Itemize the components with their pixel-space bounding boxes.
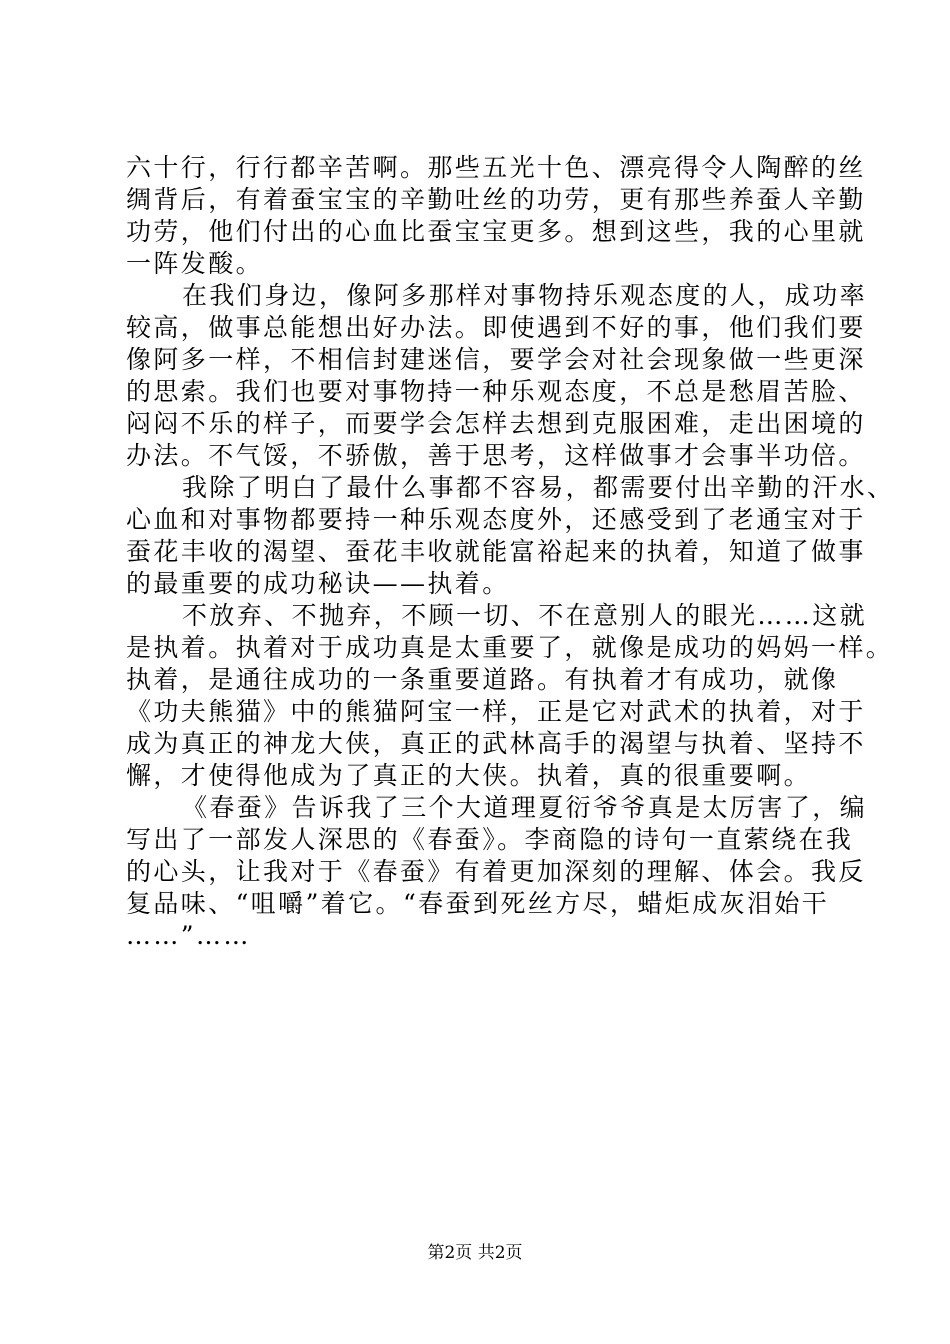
paragraph-line: ……”…… [126,921,251,950]
paragraph-line: 在我们身边，像阿多那样对事物持乐观态度的人，成功率 [182,281,868,310]
paragraph-line: 复品味、“咀嚼”着它。“春蚕到死丝方尽，蜡炬成灰泪始干 [126,889,830,918]
paragraph-line: 功劳，他们付出的心血比蚕宝宝更多。想到这些，我的心里就 [126,217,866,246]
paragraph-line: 闷闷不乐的样子，而要学会怎样去想到克服困难，走出困境的 [126,409,866,438]
paragraph-line: 不放弃、不抛弃，不顾一切、不在意别人的眼光……这就 [182,601,868,630]
paragraph-line: 写出了一部发人深思的《春蚕》。李商隐的诗句一直萦绕在我 [126,825,854,854]
paragraph-line: 我除了明白了最什么事都不容易，都需要付出辛勤的汗水、 [182,473,895,502]
paragraph-1 [126,152,866,280]
paragraph-line: 《功夫熊猫》中的熊猫阿宝一样，正是它对武术的执着，对于 [126,697,866,726]
document-body [126,152,895,952]
paragraph-line: 心血和对事物都要持一种乐观态度外，还感受到了老通宝对于 [126,505,866,534]
paragraph-2 [126,280,868,472]
paragraph-line: 的心头，让我对于《春蚕》有着更加深刻的理解、体会。我反 [126,857,866,886]
paragraph-line: 《春蚕》告诉我了三个大道理夏衍爷爷真是太厉害了，编 [182,793,868,822]
paragraph-line: 蚕花丰收的渴望、蚕花丰收就能富裕起来的执着，知道了做事 [126,537,866,566]
paragraph-3 [126,472,895,600]
paragraph-line: 绸背后，有着蚕宝宝的辛勤吐丝的功劳，更有那些养蚕人辛勤 [126,185,866,214]
paragraph-line: 较高，做事总能想出好办法。即使遇到不好的事，他们我们要 [126,313,866,342]
paragraph-line: 像阿多一样，不相信封建迷信，要学会对社会现象做一些更深 [126,345,866,374]
paragraph-line: 是执着。执着对于成功真是太重要了，就像是成功的妈妈一样。 [126,633,894,662]
page-footer [0,1243,950,1263]
paragraph-line: 六十行，行行都辛苦啊。那些五光十色、漂亮得令人陶醉的丝 [126,153,866,182]
paragraph-line: 的最重要的成功秘诀——执着。 [126,569,510,598]
paragraph-5 [126,792,868,952]
paragraph-line: 办法。不气馁，不骄傲，善于思考，这样做事才会事半功倍。 [126,441,866,470]
paragraph-4 [126,600,894,792]
paragraph-line: 成为真正的神龙大侠，真正的武林高手的渴望与执着、坚持不 [126,729,866,758]
paragraph-line: 执着，是通往成功的一条重要道路。有执着才有成功，就像 [126,665,839,694]
paragraph-line: 懈，才使得他成为了真正的大侠。执着，真的很重要啊。 [126,761,812,790]
paragraph-line: 的思索。我们也要对事物持一种乐观态度，不总是愁眉苦脸、 [126,377,866,406]
paragraph-line: 一阵发酸。 [126,249,264,278]
page-number: 第2页 共2页 [427,1243,523,1263]
